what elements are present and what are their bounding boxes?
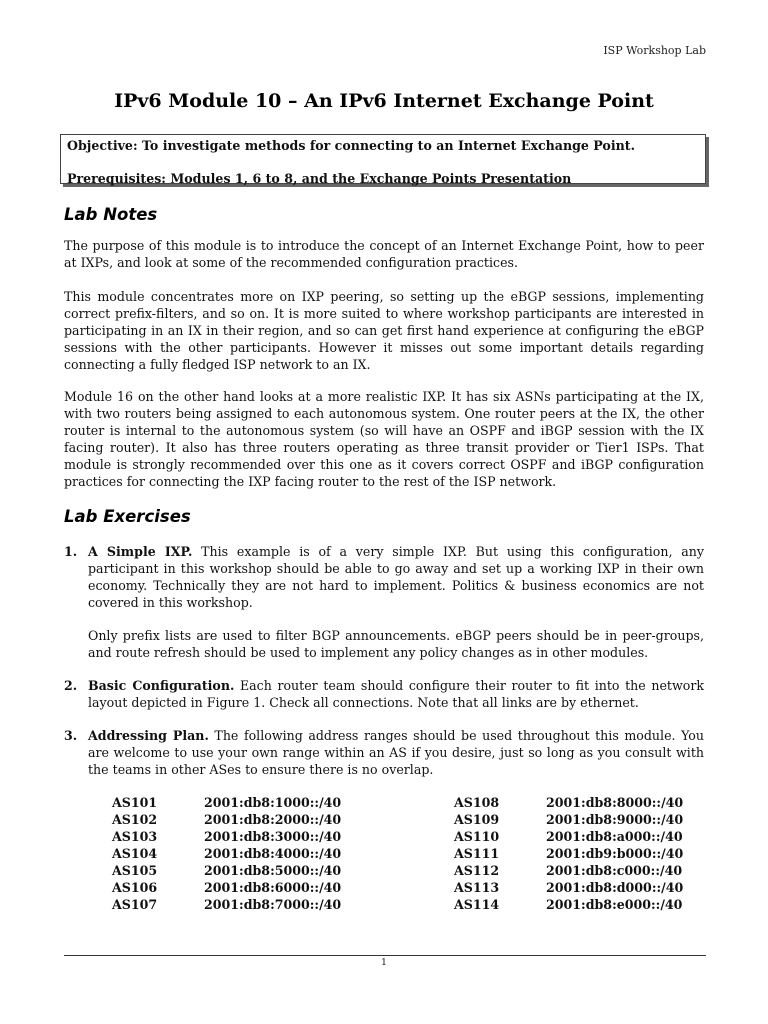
page-title: IPv6 Module 10 – An IPv6 Internet Exchange Point [114, 90, 654, 112]
ipv6-prefix: 2001:db8:2000::/40 [204, 812, 342, 827]
exercise-extra-text: Only prefix lists are used to filter BGP announcements. eBGP peers should be in peer-groups, and route refresh should be used to implement any policy changes as in other modules. [88, 628, 704, 660]
ipv6-prefix: 2001:db8:7000::/40 [204, 897, 342, 912]
table-row [112, 845, 712, 862]
lab-exercises-heading: Lab Exercises [64, 507, 191, 526]
exercise-title: A Simple IXP. [88, 544, 193, 559]
as-number: AS110 [454, 829, 500, 844]
ipv6-prefix: 2001:db8:6000::/40 [204, 880, 342, 895]
lab-notes-paragraph: This module concentrates more on IXP peering, so setting up the eBGP sessions, implementing correct prefix-filters, and so on. It is more suited to where workshop participants are interested in participating in an IX in their region, and so can get first hand experience at configuring the eBGP sessions with the other participants. However it misses out some important details regarding connecting a fully fledged ISP network to an IX. [64, 289, 704, 372]
as-number: AS105 [112, 863, 158, 878]
ipv6-prefix: 2001:db8:4000::/40 [204, 846, 342, 861]
address-table [112, 794, 712, 913]
as-number: AS101 [112, 795, 158, 810]
ipv6-prefix: 2001:db8:e000::/40 [546, 897, 683, 912]
as-number: AS104 [112, 846, 158, 861]
exercise-title: Basic Configuration. [88, 678, 235, 693]
as-number: AS108 [454, 795, 500, 810]
table-row [112, 828, 712, 845]
as-number: AS112 [454, 863, 500, 878]
exercise-number: 1. [64, 544, 78, 559]
as-number: AS103 [112, 829, 158, 844]
as-number: AS109 [454, 812, 500, 827]
exercise-number: 2. [64, 678, 78, 693]
ipv6-prefix: 2001:db8:3000::/40 [204, 829, 342, 844]
ipv6-prefix: 2001:db9:b000::/40 [546, 846, 684, 861]
table-row [112, 896, 712, 913]
as-number: AS111 [454, 846, 500, 861]
lab-notes-heading: Lab Notes [64, 205, 158, 224]
exercise-body: The following address ranges should be used throughout this module. You are welcome to use your own range within an AS if you desire, just so long as you consult with the teams in other ASes to ensure there is no overlap. [88, 728, 704, 777]
as-number: AS113 [454, 880, 500, 895]
ipv6-prefix: 2001:db8:d000::/40 [546, 880, 684, 895]
page-number: 1 [381, 958, 387, 968]
exercise-text [88, 727, 704, 778]
table-row [112, 862, 712, 879]
exercise-text [88, 677, 704, 711]
table-row [112, 879, 712, 896]
table-row [112, 811, 712, 828]
footer-divider [64, 955, 706, 956]
exercise-number: 3. [64, 728, 78, 743]
exercise-body: Each router team should configure their router to fit into the network layout depicted in Figure 1. Check all connections. Note that all links are by ethernet. [88, 678, 704, 710]
prerequisites-text: Prerequisites: Modules 1, 6 to 8, and the Exchange Points Presentation [67, 171, 572, 186]
exercise-title: Addressing Plan. [88, 728, 209, 743]
objective-box [60, 134, 706, 184]
exercise-text [88, 543, 704, 611]
ipv6-prefix: 2001:db8:a000::/40 [546, 829, 683, 844]
as-number: AS106 [112, 880, 158, 895]
as-number: AS114 [454, 897, 500, 912]
ipv6-prefix: 2001:db8:9000::/40 [546, 812, 684, 827]
ipv6-prefix: 2001:db8:8000::/40 [546, 795, 684, 810]
exercise-body: This example is of a very simple IXP. But using this configuration, any participant in this workshop should be able to go away and set up a working IXP in their own economy. Technically they are not hard to implement. Politics & business economics are not covered in this workshop. [88, 544, 704, 610]
objective-text: Objective: To investigate methods for connecting to an Internet Exchange Point. [67, 138, 635, 153]
as-number: AS107 [112, 897, 158, 912]
running-header: ISP Workshop Lab [603, 44, 706, 57]
table-row [112, 794, 712, 811]
ipv6-prefix: 2001:db8:c000::/40 [546, 863, 683, 878]
lab-notes-paragraph: The purpose of this module is to introduce the concept of an Internet Exchange Point, how to peer at IXPs, and look at some of the recommended configuration practices. [64, 238, 704, 270]
ipv6-prefix: 2001:db8:5000::/40 [204, 863, 342, 878]
as-number: AS102 [112, 812, 158, 827]
lab-notes-paragraph: Module 16 on the other hand looks at a more realistic IXP. It has six ASNs participating at the IX, with two routers being assigned to each autonomous system. One router peers at the IX, the other router is internal to the autonomous system (so will have an OSPF and iBGP session with the IX facing router). It also has three routers operating as three transit provider or Tier1 ISPs. That module is strongly recommended over this one as it covers correct OSPF and iBGP configuration practices for connecting the IXP facing router to the rest of the ISP network. [64, 389, 704, 489]
ipv6-prefix: 2001:db8:1000::/40 [204, 795, 342, 810]
